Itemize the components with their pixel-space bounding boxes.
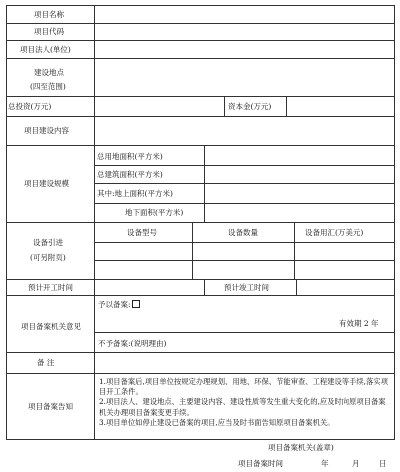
notice-item: 1.项目备案后,项目单位按规定办理规划、用地、环保、节能审查、工程建设等手续,落实项目开工条件。 [99, 377, 388, 397]
reject-option: 不予备案:(说明理由) [98, 339, 167, 348]
column-line [286, 96, 287, 116]
row-line [6, 352, 394, 353]
capital-label: 资本金(万元) [228, 102, 272, 111]
row-line [94, 242, 394, 243]
planned-start-label: 预计开工时间 [28, 283, 73, 292]
above-ground-area-label: 其中:地上面积(平方米) [97, 189, 173, 198]
column-line [192, 222, 193, 279]
year-label: 年 [321, 459, 329, 468]
filing-time-label: 项目备案时间 [238, 459, 283, 468]
row-line [6, 295, 394, 296]
approve-checkbox[interactable] [132, 300, 140, 308]
validity-text: 有效期 2 年 [339, 319, 379, 328]
filing-opinion-label: 项目备案机关意见 [21, 322, 81, 331]
row-line [6, 279, 394, 280]
underground-area-label: 地下面积(平方米) [125, 208, 184, 217]
opinion-divider [94, 332, 394, 333]
notice-text [99, 377, 391, 428]
row-line [6, 58, 394, 59]
row-line [94, 203, 394, 204]
equipment-attach-label: (可另附页) [30, 253, 66, 262]
equipment-amount-header: 设备用汇(万美元) [305, 228, 364, 237]
legal-person-label: 项目法人(单位) [20, 45, 71, 54]
approve-label: 予以备案: [98, 300, 131, 309]
equipment-quantity-header: 设备数量 [228, 228, 258, 237]
planned-completion-label: 预计竣工时间 [224, 283, 269, 292]
column-line [204, 145, 205, 222]
approve-option [98, 300, 140, 309]
total-building-area-label: 总建筑面积(平方米) [97, 170, 163, 179]
row-line [6, 40, 394, 41]
total-investment-label: 总投资(万元) [8, 102, 52, 111]
day-label: 日 [379, 459, 387, 468]
equipment-label: 设备引进 [33, 238, 63, 247]
project-name-label: 项目名称 [34, 10, 64, 19]
row-line [94, 165, 394, 166]
location-range-label: (四至范围) [30, 82, 66, 91]
row-line [94, 260, 394, 261]
form-top-border [6, 5, 394, 6]
column-line [224, 96, 225, 116]
notice-item: 3.项目单位如停止建设已备案的项目,应当及时书面告知原项目备案机关。 [99, 417, 335, 427]
column-line [204, 279, 205, 295]
filing-authority-seal: 项目备案机关(盖章) [268, 443, 334, 452]
row-line [6, 96, 394, 97]
month-label: 月 [352, 459, 360, 468]
row-line [6, 222, 394, 223]
row-line [6, 373, 394, 374]
remarks-label: 备 注 [37, 358, 55, 367]
filing-notice-label: 项目备案告知 [28, 402, 73, 411]
column-line [94, 5, 95, 439]
form-bottom-border [6, 439, 394, 440]
column-line [296, 279, 297, 295]
scale-label: 项目建设规模 [24, 179, 69, 188]
form-right-border [394, 5, 395, 440]
content-label: 项目建设内容 [24, 126, 69, 135]
row-line [94, 183, 394, 184]
row-line [6, 145, 394, 146]
row-line [6, 116, 394, 117]
row-line [6, 23, 394, 24]
total-land-area-label: 总用地面积(平方米) [97, 152, 163, 161]
filing-form [6, 5, 394, 439]
notice-item: 2.项目法人、建设地点、主要建设内容、建设性质等发生重大变化的,应及时向原项目备案机关办理项目备案变更手续。 [99, 397, 386, 417]
equipment-model-header: 设备型号 [127, 228, 157, 237]
location-label: 建设地点 [34, 68, 64, 77]
column-line [294, 222, 295, 279]
project-code-label: 项目代码 [34, 27, 64, 36]
